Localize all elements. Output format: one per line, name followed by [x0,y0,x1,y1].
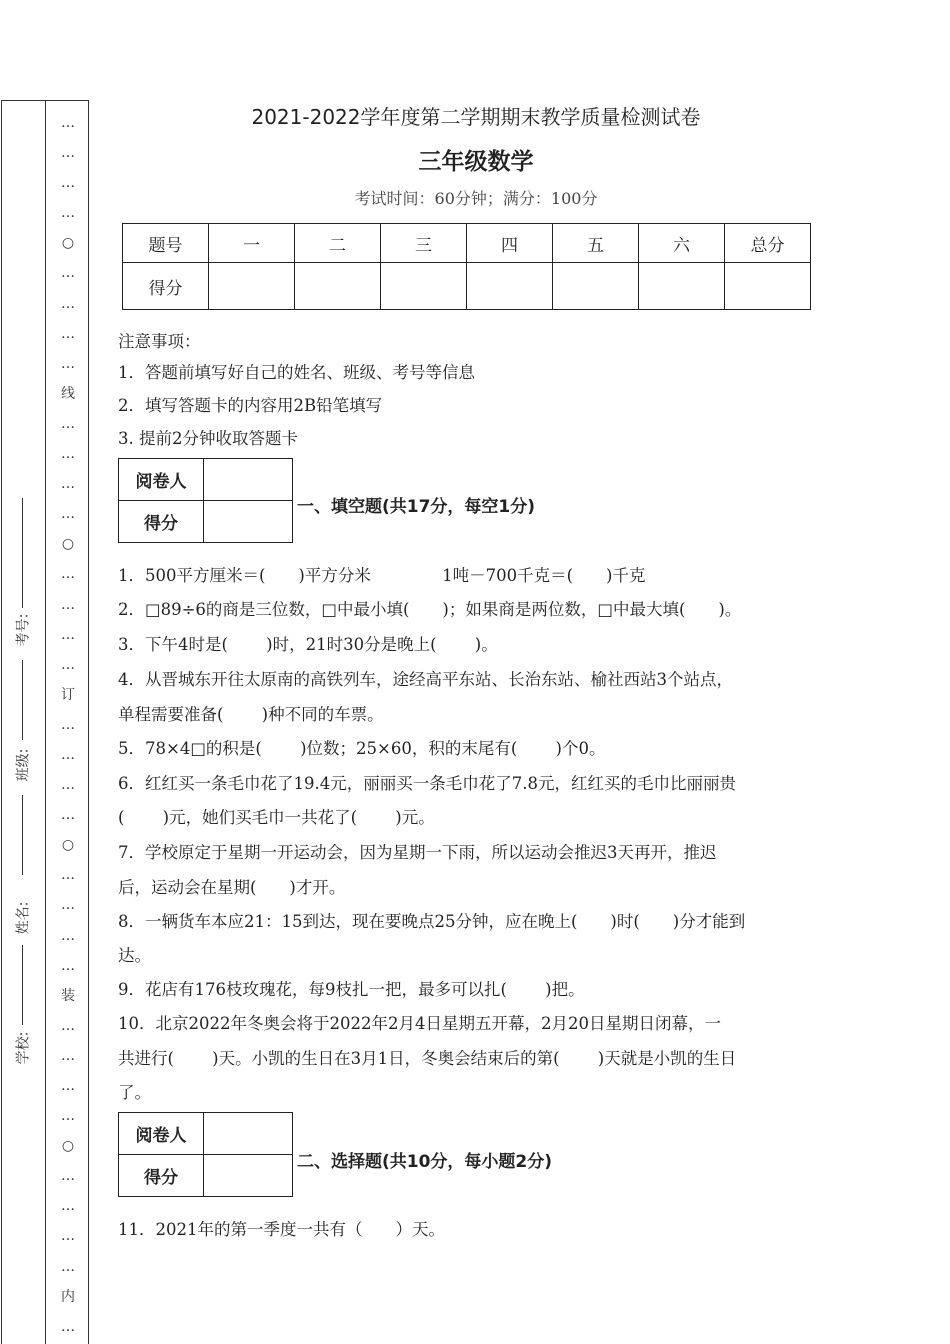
question-line: 达。 [118,946,151,965]
score-cell[interactable] [467,263,553,310]
circle-mark: ○ [61,536,75,553]
reviewer-score-cell[interactable] [204,1155,293,1197]
question-line: 6．红红买一条毛巾花了19.4元，丽丽买一条毛巾花了7.8元，红红买的毛巾比丽丽贵 [118,774,736,793]
notes-heading: 注意事项： [118,332,201,351]
question-line: 4．从晋城东开往太原南的高铁列车，途经高平东站、长治东站、榆社西站3个站点， [118,670,733,689]
reviewer-cell[interactable] [204,1113,293,1155]
reviewer-score-cell[interactable] [204,501,293,543]
exam-subject: 三年级数学 [418,149,534,175]
dot-mark: … [61,145,75,162]
dot-mark: … [61,325,75,342]
score-header-row [123,224,811,263]
reviewer-cell[interactable] [204,459,293,501]
note-item: 3. 提前2分钟收取答题卡 [118,429,298,448]
score-cell[interactable] [295,263,381,310]
dot-mark: … [61,1318,75,1335]
dot-mark: … [61,446,75,463]
class-underline [22,660,23,740]
dot-mark: … [61,355,75,372]
school-underline [22,945,23,1025]
score-cell[interactable] [381,263,467,310]
name-label: 姓名: [15,901,32,935]
score-table [122,223,811,310]
dot-mark: … [61,265,75,282]
dot-mark: … [61,1108,75,1125]
dot-mark: … [61,867,75,884]
dot-mark: … [61,566,75,583]
reviewer-score-label: 得分 [119,501,204,543]
cut-label-inner: 内 [61,1288,75,1305]
binding-margin [0,100,90,1344]
score-header-cell: 四 [467,224,553,263]
dot-mark: … [61,656,75,673]
dot-mark: … [61,897,75,914]
question-line: 5．78×4□的积是( )位数；25×60，积的末尾有( )个0。 [118,739,606,758]
school-label: 学校: [15,1031,32,1065]
binding-divider [45,100,46,1344]
question-line: 单程需要准备( )种不同的车票。 [118,705,384,724]
section-title: 一、填空题(共17分，每空1分) [297,497,536,517]
dot-mark: … [61,957,75,974]
dot-mark: … [61,1258,75,1275]
score-row-label: 得分 [123,263,209,310]
score-header-cell: 一 [209,224,295,263]
cut-label-line: 线 [61,385,75,402]
cut-label-staple: 订 [61,686,75,703]
score-cell[interactable] [725,263,811,310]
dot-mark: … [61,746,75,763]
question-line: 后，运动会在星期( )才开。 [118,878,346,897]
dot-mark: … [61,205,75,222]
dot-mark: … [61,175,75,192]
dot-mark: … [61,626,75,643]
question-line: ( )元，她们买毛巾一共花了( )元。 [118,808,435,827]
question-line: 3．下午4时是( )时，21时30分是晚上( )。 [118,635,498,654]
score-cell[interactable] [639,263,725,310]
circle-mark: ○ [61,235,75,252]
dot-mark: … [61,506,75,523]
score-header-cell: 五 [553,224,639,263]
question-line: 11．2021年的第一季度一共有（ ）天。 [118,1220,445,1239]
dot-mark: … [61,1168,75,1185]
exam-no-underline [22,498,23,608]
dot-mark: … [61,115,75,131]
circle-mark: ○ [61,1138,75,1155]
cut-label-bind: 装 [61,987,75,1004]
dot-mark: … [61,1078,75,1094]
question-line: 2．□89÷6的商是三位数，□中最小填( )；如果商是两位数，□中最大填( )。 [118,600,742,619]
score-header-cell: 总分 [725,224,811,263]
dot-mark: … [61,716,75,733]
dot-mark: … [61,777,75,794]
score-header-cell: 题号 [123,224,209,263]
section-title: 二、选择题(共10分，每小题2分) [297,1152,553,1172]
score-header-cell: 二 [295,224,381,263]
dot-mark: … [61,596,75,613]
dot-mark: … [61,1047,75,1064]
dot-mark: … [61,295,75,312]
dot-mark: … [61,807,75,824]
name-underline [22,795,23,875]
note-item: 1．答题前填写好自己的姓名、班级、考号等信息 [118,363,475,382]
note-item: 2．填写答题卡的内容用2B铅笔填写 [118,396,383,415]
question-line: 10．北京2022年冬奥会将于2022年2月4日星期五开幕，2月20日星期日闭幕，一 [118,1014,721,1033]
question-line: 了。 [118,1083,151,1102]
reviewer-box [118,1112,293,1197]
dot-mark: … [61,1198,75,1215]
question-line: 7．学校原定于星期一开运动会，因为星期一下雨，所以运动会推迟3天再开，推迟 [118,843,717,862]
question-line: 共进行( )天。小凯的生日在3月1日，冬奥会结束后的第( )天就是小凯的生日 [118,1049,737,1068]
exam-title: 2021-2022学年度第二学期期末教学质量检测试卷 [251,105,701,129]
dot-mark: … [61,927,75,944]
reviewer-label: 阅卷人 [119,1113,204,1155]
exam-no-label: 考号: [15,613,32,647]
dot-mark: … [61,1228,75,1245]
score-cell[interactable] [553,263,639,310]
reviewer-score-label: 得分 [119,1155,204,1197]
question-line: 9．花店有176枝玫瑰花，每9枝扎一把，最多可以扎( )把。 [118,980,585,999]
score-header-cell: 三 [381,224,467,263]
class-label: 班级: [15,748,32,782]
score-header-cell: 六 [639,224,725,263]
exam-meta: 考试时间：60分钟；满分：100分 [354,189,598,208]
reviewer-box [118,458,293,543]
score-row [123,263,811,310]
question-line: 1．500平方厘米＝( )平方分米 1吨－700千克＝( )千克 [118,566,646,585]
question-line: 8．一辆货车本应21：15到达，现在要晚点25分钟，应在晚上( )时( )分才能到 [118,912,746,931]
cut-line-marks [47,108,89,1344]
dot-mark: … [61,476,75,493]
dot-mark: … [61,1017,75,1034]
circle-mark: ○ [61,837,75,854]
dot-mark: … [61,415,75,432]
score-cell[interactable] [209,263,295,310]
reviewer-label: 阅卷人 [119,459,204,501]
